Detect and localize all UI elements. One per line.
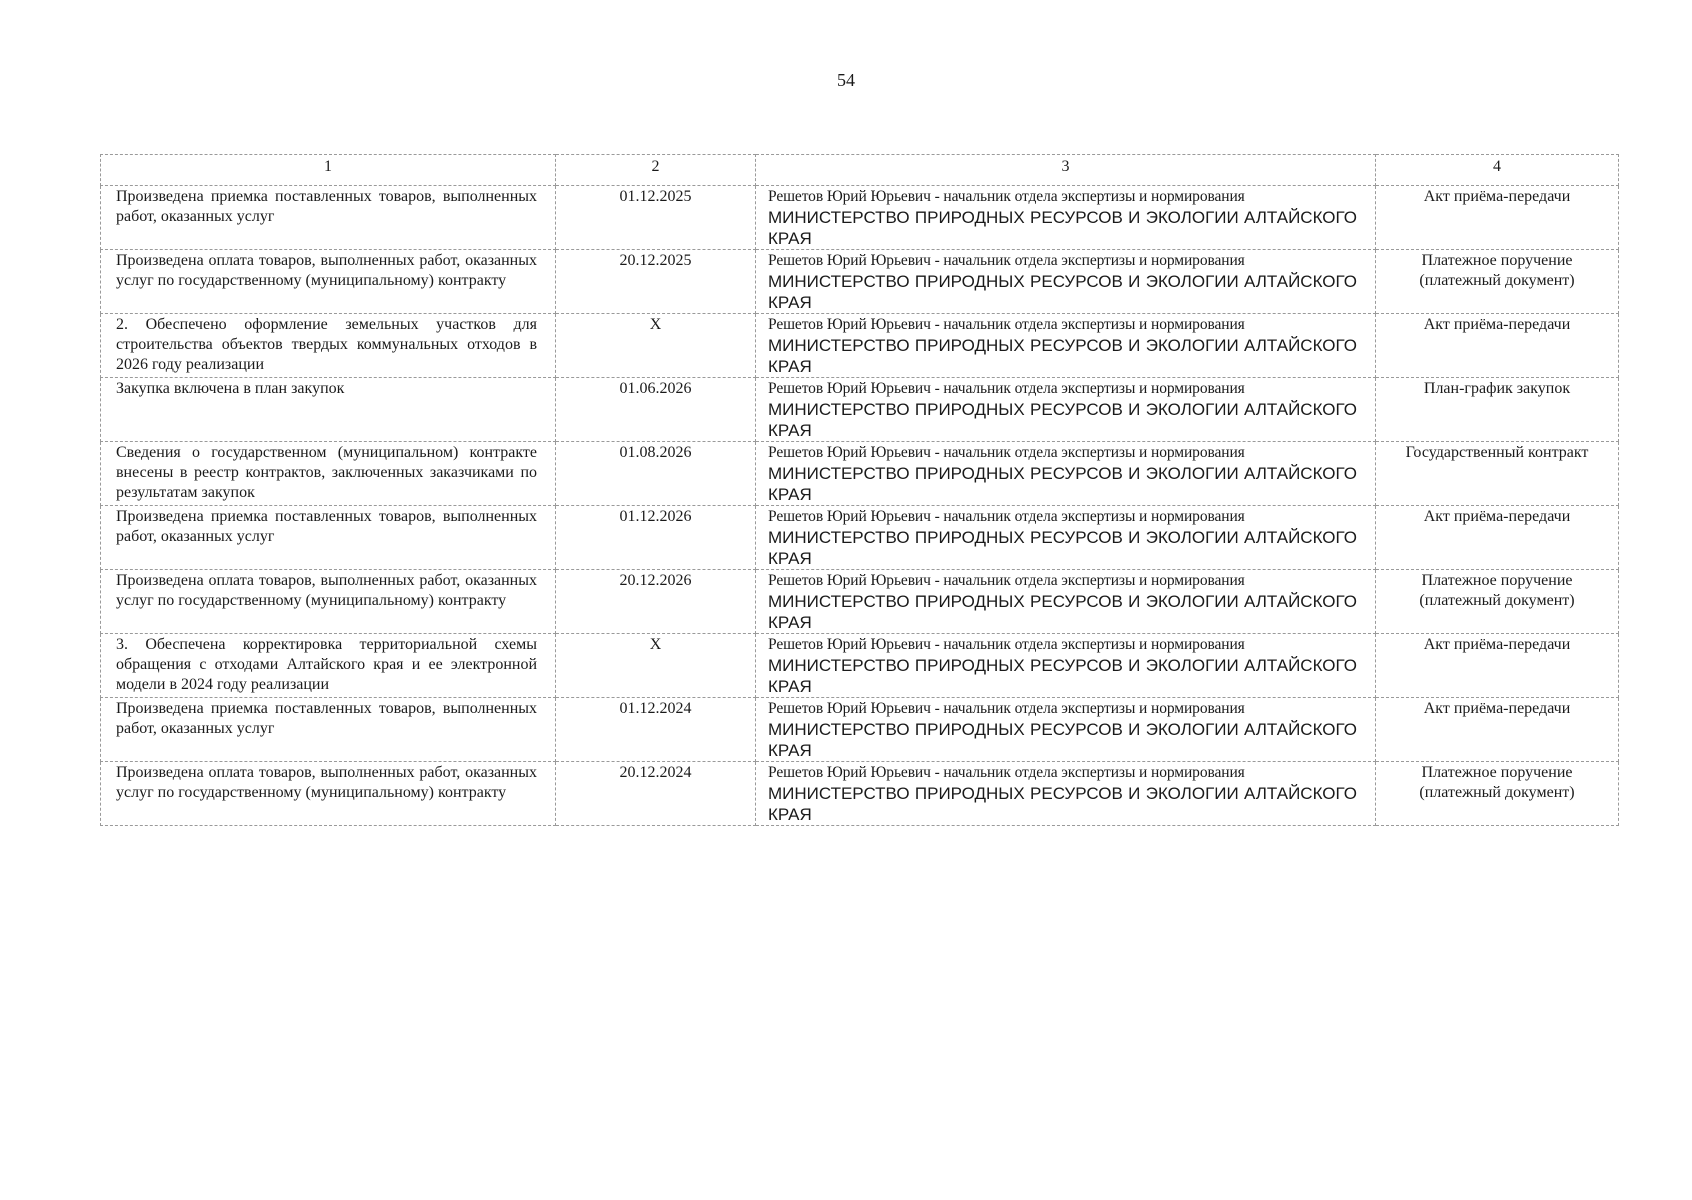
column-header-2: 2 [556,155,756,186]
responsible-cell [756,634,1376,698]
date-cell: Х [556,314,756,378]
document-cell: План-график закупок [1376,378,1619,442]
responsible-cell [756,186,1376,250]
responsible-cell [756,378,1376,442]
responsible-organization: МИНИСТЕРСТВО ПРИРОДНЫХ РЕСУРСОВ И ЭКОЛОГИИ АЛТАЙСКОГО КРАЯ [768,528,1357,568]
responsible-person: Решетов Юрий Юрьевич - начальник отдела экспертизы и нормирования [768,508,1245,525]
responsible-cell [756,314,1376,378]
event-cell: Произведена оплата товаров, выполненных работ, оказанных услуг по государственному (муниципальному) контракту [101,250,556,314]
document-cell: Платежное поручение (платежный документ) [1376,762,1619,826]
responsible-cell [756,570,1376,634]
responsible-organization: МИНИСТЕРСТВО ПРИРОДНЫХ РЕСУРСОВ И ЭКОЛОГИИ АЛТАЙСКОГО КРАЯ [768,272,1357,312]
document-cell: Акт приёма-передачи [1376,634,1619,698]
control-points-table [100,154,1619,826]
event-cell: Произведена приемка поставленных товаров, выполненных работ, оказанных услуг [101,698,556,762]
event-cell: Произведена оплата товаров, выполненных работ, оказанных услуг по государственному (муниципальному) контракту [101,570,556,634]
date-cell: Х [556,634,756,698]
event-cell: Произведена оплата товаров, выполненных работ, оказанных услуг по государственному (муниципальному) контракту [101,762,556,826]
table-row [101,506,1619,570]
responsible-cell [756,762,1376,826]
date-cell: 01.12.2024 [556,698,756,762]
responsible-person: Решетов Юрий Юрьевич - начальник отдела экспертизы и нормирования [768,700,1245,717]
document-cell: Государственный контракт [1376,442,1619,506]
responsible-person: Решетов Юрий Юрьевич - начальник отдела экспертизы и нормирования [768,188,1245,205]
event-cell: Закупка включена в план закупок [101,378,556,442]
table-row [101,762,1619,826]
responsible-organization: МИНИСТЕРСТВО ПРИРОДНЫХ РЕСУРСОВ И ЭКОЛОГИИ АЛТАЙСКОГО КРАЯ [768,592,1357,632]
page-number: 54 [837,70,855,90]
responsible-person: Решетов Юрий Юрьевич - начальник отдела экспертизы и нормирования [768,252,1245,269]
responsible-cell [756,442,1376,506]
date-cell: 01.12.2026 [556,506,756,570]
responsible-person: Решетов Юрий Юрьевич - начальник отдела экспертизы и нормирования [768,764,1245,781]
table-row [101,698,1619,762]
event-cell: 2. Обеспечено оформление земельных участков для строительства объектов твердых коммунальных отходов в 2026 году реализации [101,314,556,378]
responsible-organization: МИНИСТЕРСТВО ПРИРОДНЫХ РЕСУРСОВ И ЭКОЛОГИИ АЛТАЙСКОГО КРАЯ [768,336,1357,376]
document-cell: Акт приёма-передачи [1376,698,1619,762]
table-row [101,442,1619,506]
table-row [101,378,1619,442]
responsible-person: Решетов Юрий Юрьевич - начальник отдела экспертизы и нормирования [768,380,1245,397]
event-cell: 3. Обеспечена корректировка территориальной схемы обращения с отходами Алтайского края и ее электронной модели в 2024 году реализации [101,634,556,698]
responsible-organization: МИНИСТЕРСТВО ПРИРОДНЫХ РЕСУРСОВ И ЭКОЛОГИИ АЛТАЙСКОГО КРАЯ [768,208,1357,248]
date-cell: 20.12.2024 [556,762,756,826]
document-cell: Акт приёма-передачи [1376,314,1619,378]
responsible-person: Решетов Юрий Юрьевич - начальник отдела экспертизы и нормирования [768,636,1245,653]
table-row [101,186,1619,250]
event-cell: Произведена приемка поставленных товаров, выполненных работ, оказанных услуг [101,506,556,570]
table-row [101,634,1619,698]
responsible-organization: МИНИСТЕРСТВО ПРИРОДНЫХ РЕСУРСОВ И ЭКОЛОГИИ АЛТАЙСКОГО КРАЯ [768,464,1357,504]
table-row [101,250,1619,314]
table-row [101,314,1619,378]
column-header-1: 1 [101,155,556,186]
responsible-cell [756,506,1376,570]
responsible-cell [756,698,1376,762]
event-cell: Произведена приемка поставленных товаров, выполненных работ, оказанных услуг [101,186,556,250]
responsible-person: Решетов Юрий Юрьевич - начальник отдела экспертизы и нормирования [768,572,1245,589]
document-cell: Платежное поручение (платежный документ) [1376,250,1619,314]
table-header-row [101,155,1619,186]
column-header-4: 4 [1376,155,1619,186]
responsible-organization: МИНИСТЕРСТВО ПРИРОДНЫХ РЕСУРСОВ И ЭКОЛОГИИ АЛТАЙСКОГО КРАЯ [768,784,1357,824]
responsible-organization: МИНИСТЕРСТВО ПРИРОДНЫХ РЕСУРСОВ И ЭКОЛОГИИ АЛТАЙСКОГО КРАЯ [768,720,1357,760]
document-cell: Платежное поручение (платежный документ) [1376,570,1619,634]
document-cell: Акт приёма-передачи [1376,506,1619,570]
date-cell: 01.12.2025 [556,186,756,250]
document-cell: Акт приёма-передачи [1376,186,1619,250]
date-cell: 01.08.2026 [556,442,756,506]
responsible-person: Решетов Юрий Юрьевич - начальник отдела экспертизы и нормирования [768,444,1245,461]
column-header-3: 3 [756,155,1376,186]
responsible-organization: МИНИСТЕРСТВО ПРИРОДНЫХ РЕСУРСОВ И ЭКОЛОГИИ АЛТАЙСКОГО КРАЯ [768,656,1357,696]
event-cell: Сведения о государственном (муниципальном) контракте внесены в реестр контрактов, заключенных заказчиками по результатам закупок [101,442,556,506]
table-row [101,570,1619,634]
date-cell: 20.12.2026 [556,570,756,634]
date-cell: 20.12.2025 [556,250,756,314]
responsible-person: Решетов Юрий Юрьевич - начальник отдела экспертизы и нормирования [768,316,1245,333]
responsible-cell [756,250,1376,314]
responsible-organization: МИНИСТЕРСТВО ПРИРОДНЫХ РЕСУРСОВ И ЭКОЛОГИИ АЛТАЙСКОГО КРАЯ [768,400,1357,440]
date-cell: 01.06.2026 [556,378,756,442]
